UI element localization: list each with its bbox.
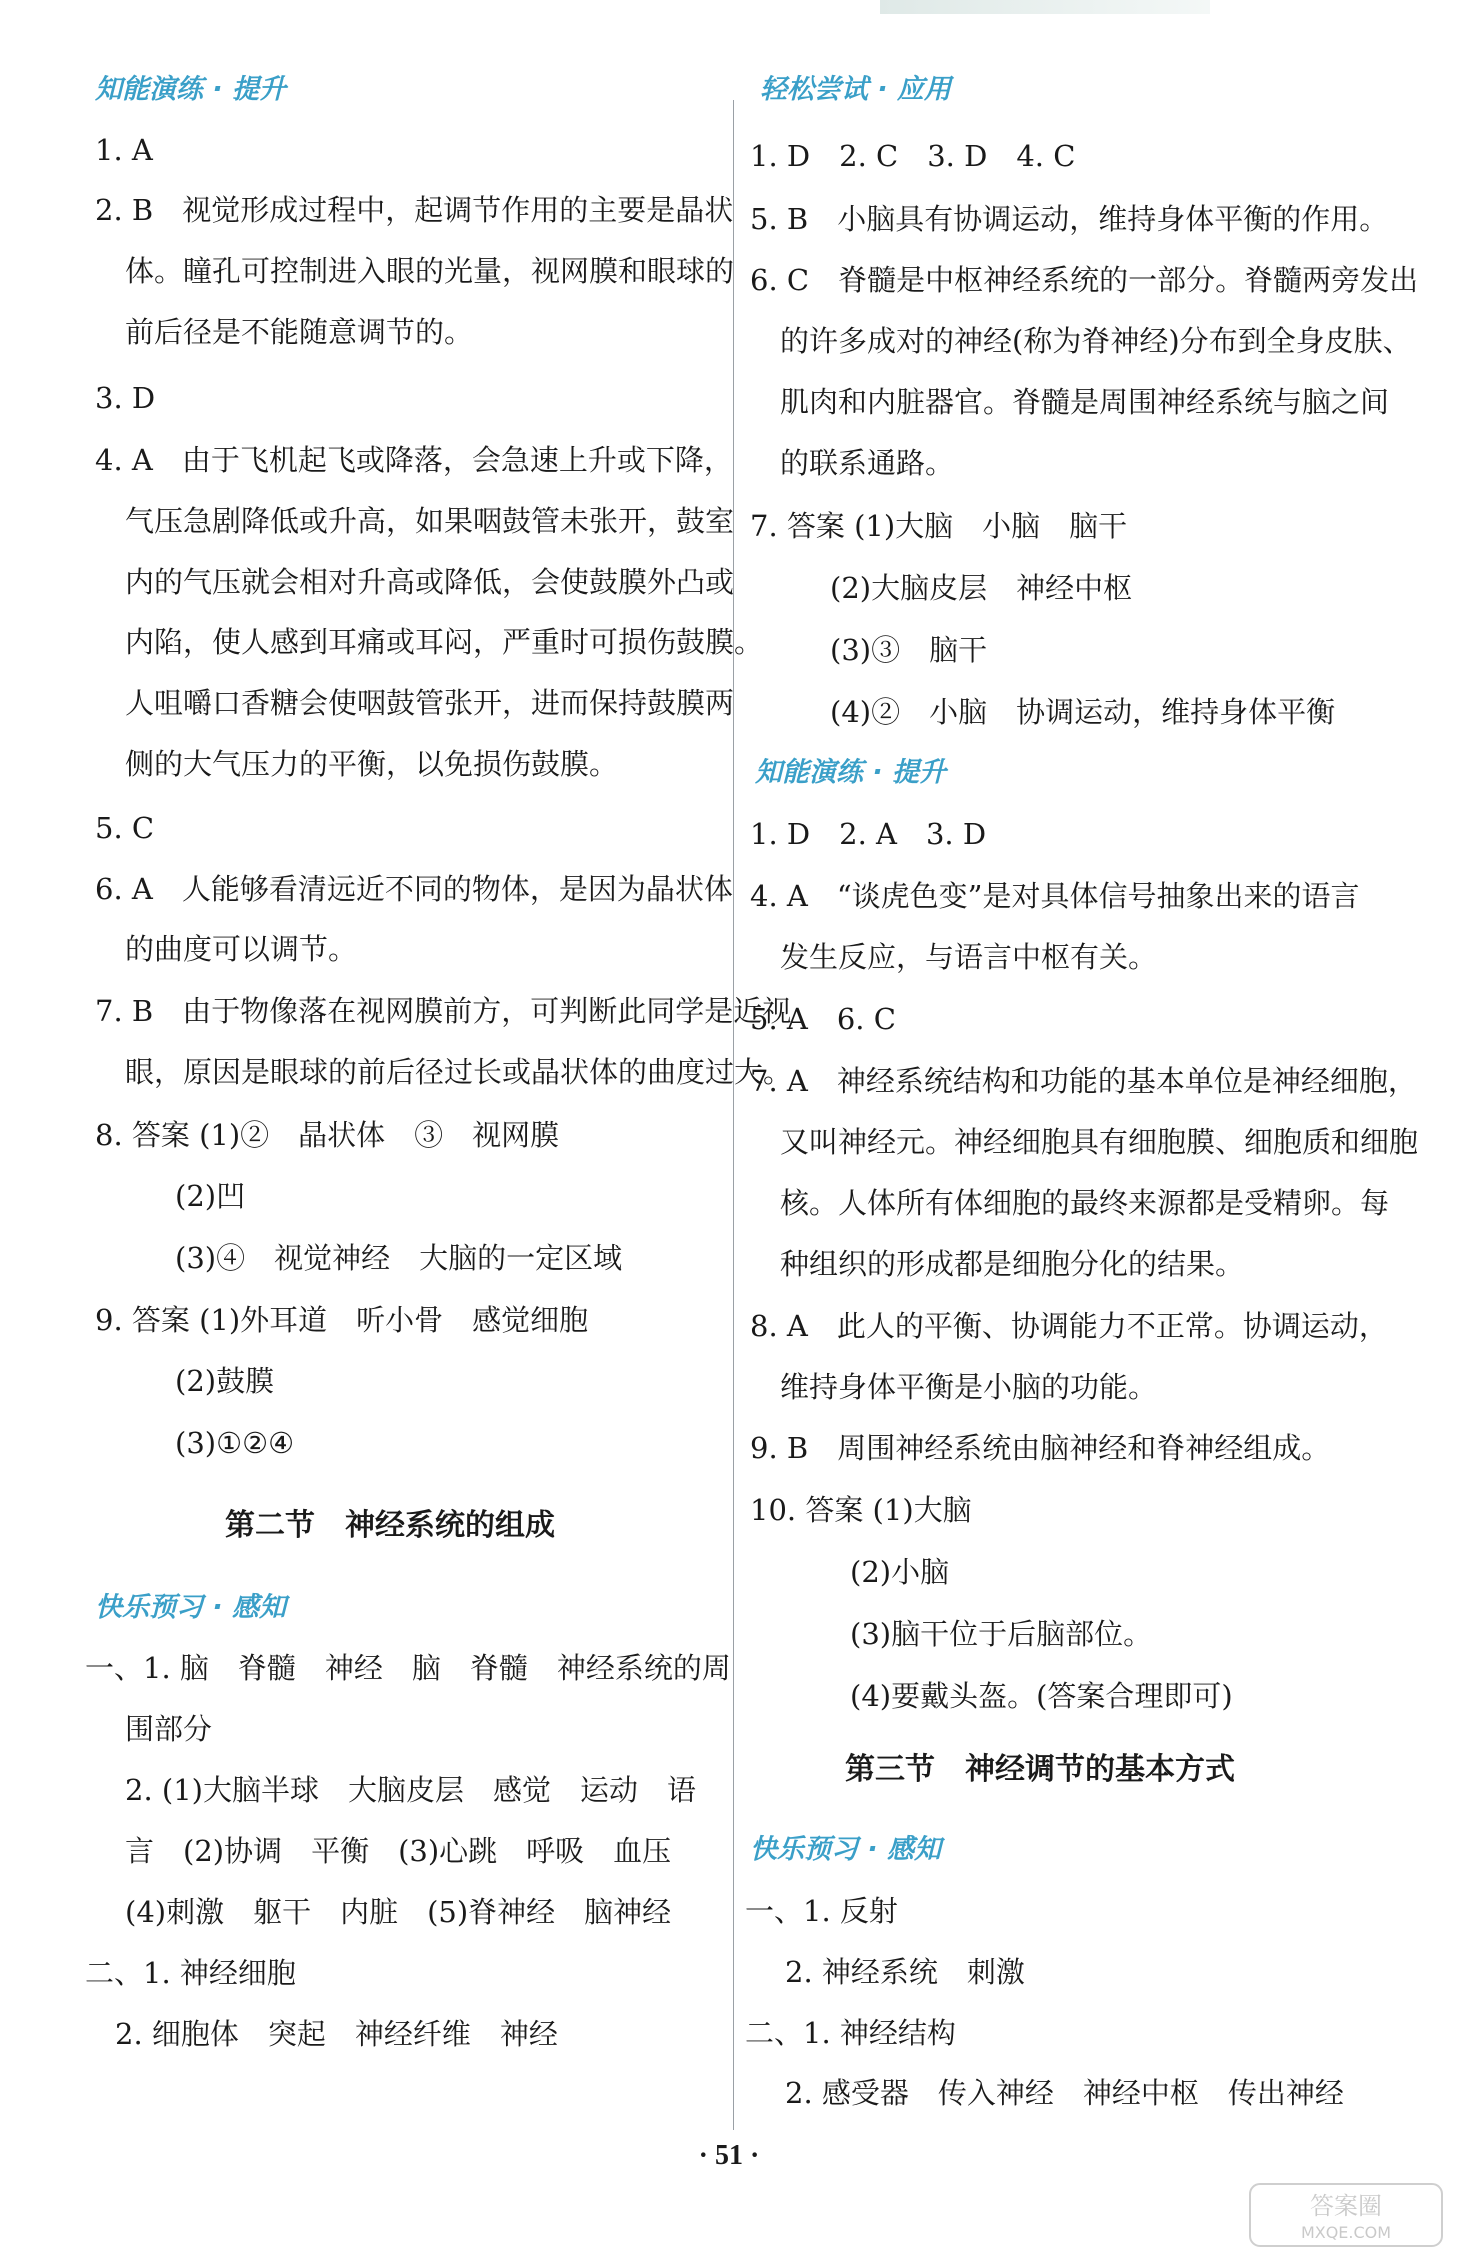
answer-line: (2)鼓膜: [175, 1364, 275, 1398]
section-heading: 快乐预习 · 感知: [95, 1592, 287, 1623]
answer-line: (2)大脑皮层 神经中枢: [830, 571, 1133, 605]
answer-line: 4. A “谈虎色变”是对具体信号抽象出来的语言: [750, 879, 1360, 913]
answer-line: 言 (2)协调 平衡 (3)心跳 呼吸 血压: [125, 1834, 672, 1868]
answer-line: 2. 感受器 传入神经 神经中枢 传出神经: [785, 2076, 1344, 2110]
answer-line: (4)刺激 躯干 内脏 (5)脊神经 脑神经: [125, 1895, 672, 1929]
answer-line: (4)② 小脑 协调运动，维持身体平衡: [830, 695, 1336, 729]
header-strip: [880, 0, 1210, 14]
answer-line: 二、1. 神经结构: [745, 2016, 956, 2050]
answer-line: 的联系通路。: [780, 446, 955, 480]
answer-line: 7. 答案 (1)大脑 小脑 脑干: [750, 509, 1128, 543]
answer-line: 3. D: [95, 381, 156, 415]
svg-text:MXQE.COM: MXQE.COM: [1300, 2223, 1392, 2242]
answer-line: 前后径是不能随意调节的。: [125, 315, 474, 349]
answer-line: 的许多成对的神经(称为脊神经)分布到全身皮肤、: [780, 324, 1412, 358]
section-heading: 知能演练 · 提升: [95, 74, 287, 105]
answer-line: 7. A 神经系统结构和功能的基本单位是神经细胞，: [750, 1064, 1417, 1098]
answer-line: 1. A: [95, 133, 153, 167]
watermark-logo: [1246, 2180, 1446, 2250]
answer-line: 2. 细胞体 突起 神经纤维 神经: [115, 2017, 558, 2051]
answer-line: 围部分: [125, 1712, 213, 1746]
answer-line: 9. 答案 (1)外耳道 听小骨 感觉细胞: [95, 1303, 589, 1337]
answer-line: 2. 神经系统 刺激: [785, 1955, 1025, 1989]
answer-line: (2)小脑: [850, 1555, 950, 1589]
answer-line: 一、1. 脑 脊髓 神经 脑 脊髓 神经系统的周: [85, 1651, 731, 1685]
answer-line: 一、1. 反射: [745, 1894, 898, 1928]
answer-line: 4. A 由于飞机起飞或降落，会急速上升或下降，: [95, 443, 733, 477]
answer-line: 气压急剧降低或升高，如果咽鼓管未张开，鼓室: [125, 504, 735, 538]
answer-line: 10. 答案 (1)大脑: [750, 1493, 972, 1527]
answer-line: 人咀嚼口香糖会使咽鼓管张开，进而保持鼓膜两: [125, 686, 735, 720]
answer-line: 核。人体所有体细胞的最终来源都是受精卵。每: [780, 1186, 1390, 1220]
chapter-title: 第三节 神经调节的基本方式: [845, 1752, 1235, 1787]
answer-line: 又叫神经元。神经细胞具有细胞膜、细胞质和细胞: [780, 1125, 1419, 1159]
svg-text:答案圈: 答案圈: [1310, 2192, 1382, 2220]
answer-line: 2. B 视觉形成过程中，起调节作用的主要是晶状: [95, 193, 734, 227]
answer-line: (4)要戴头盔。(答案合理即可): [850, 1679, 1233, 1713]
answer-line: 种组织的形成都是细胞分化的结果。: [780, 1247, 1245, 1281]
answer-line: 肌肉和内脏器官。脊髓是周围神经系统与脑之间: [780, 385, 1390, 419]
answer-line: 7. B 由于物像落在视网膜前方，可判断此同学是近视: [95, 994, 792, 1028]
answer-line: 维持身体平衡是小脑的功能。: [780, 1370, 1158, 1404]
answer-line: (3)④ 视觉神经 大脑的一定区域: [175, 1241, 623, 1275]
answer-line: 6. C 脊髓是中枢神经系统的一部分。脊髓两旁发出: [750, 263, 1419, 297]
answer-line: 8. 答案 (1)② 晶状体 ③ 视网膜: [95, 1118, 560, 1152]
section-heading: 知能演练 · 提升: [755, 757, 947, 788]
page-number: · 51 ·: [698, 2140, 760, 2171]
answer-line: 8. A 此人的平衡、协调能力不正常。协调运动，: [750, 1309, 1388, 1343]
answer-line: 眼，原因是眼球的前后径过长或晶状体的曲度过大。: [125, 1055, 793, 1089]
answer-line: 5. A 6. C: [750, 1002, 896, 1036]
answer-line: 的曲度可以调节。: [125, 932, 358, 966]
section-heading: 轻松尝试 · 应用: [760, 74, 952, 105]
answer-line: 1. D 2. A 3. D: [750, 817, 987, 851]
answer-line: 5. C: [95, 811, 155, 845]
answer-line: 9. B 周围神经系统由脑神经和脊神经组成。: [750, 1431, 1331, 1465]
column-divider: [733, 100, 734, 2130]
answer-line: 6. A 人能够看清远近不同的物体，是因为晶状体: [95, 872, 733, 906]
answer-line: 内的气压就会相对升高或降低，会使鼓膜外凸或: [125, 565, 735, 599]
answer-line: 体。瞳孔可控制进入眼的光量，视网膜和眼球的: [125, 254, 735, 288]
chapter-title: 第二节 神经系统的组成: [225, 1508, 555, 1543]
answer-line: (3)①②④: [175, 1426, 295, 1460]
answer-line: 二、1. 神经细胞: [85, 1956, 296, 1990]
answer-line: (2)凹: [175, 1179, 246, 1213]
answer-line: 内陷，使人感到耳痛或耳闷，严重时可损伤鼓膜。: [125, 625, 764, 659]
answer-line: 侧的大气压力的平衡，以免损伤鼓膜。: [125, 747, 619, 781]
answer-line: 2. (1)大脑半球 大脑皮层 感觉 运动 语: [125, 1773, 696, 1807]
answer-line: 5. B 小脑具有协调运动，维持身体平衡的作用。: [750, 202, 1389, 236]
answer-line: (3)脑干位于后脑部位。: [850, 1617, 1153, 1651]
answer-line: (3)③ 脑干: [830, 633, 988, 667]
answer-line: 1. D 2. C 3. D 4. C: [750, 139, 1076, 173]
section-heading: 快乐预习 · 感知: [750, 1834, 942, 1865]
answer-line: 发生反应，与语言中枢有关。: [780, 940, 1158, 974]
